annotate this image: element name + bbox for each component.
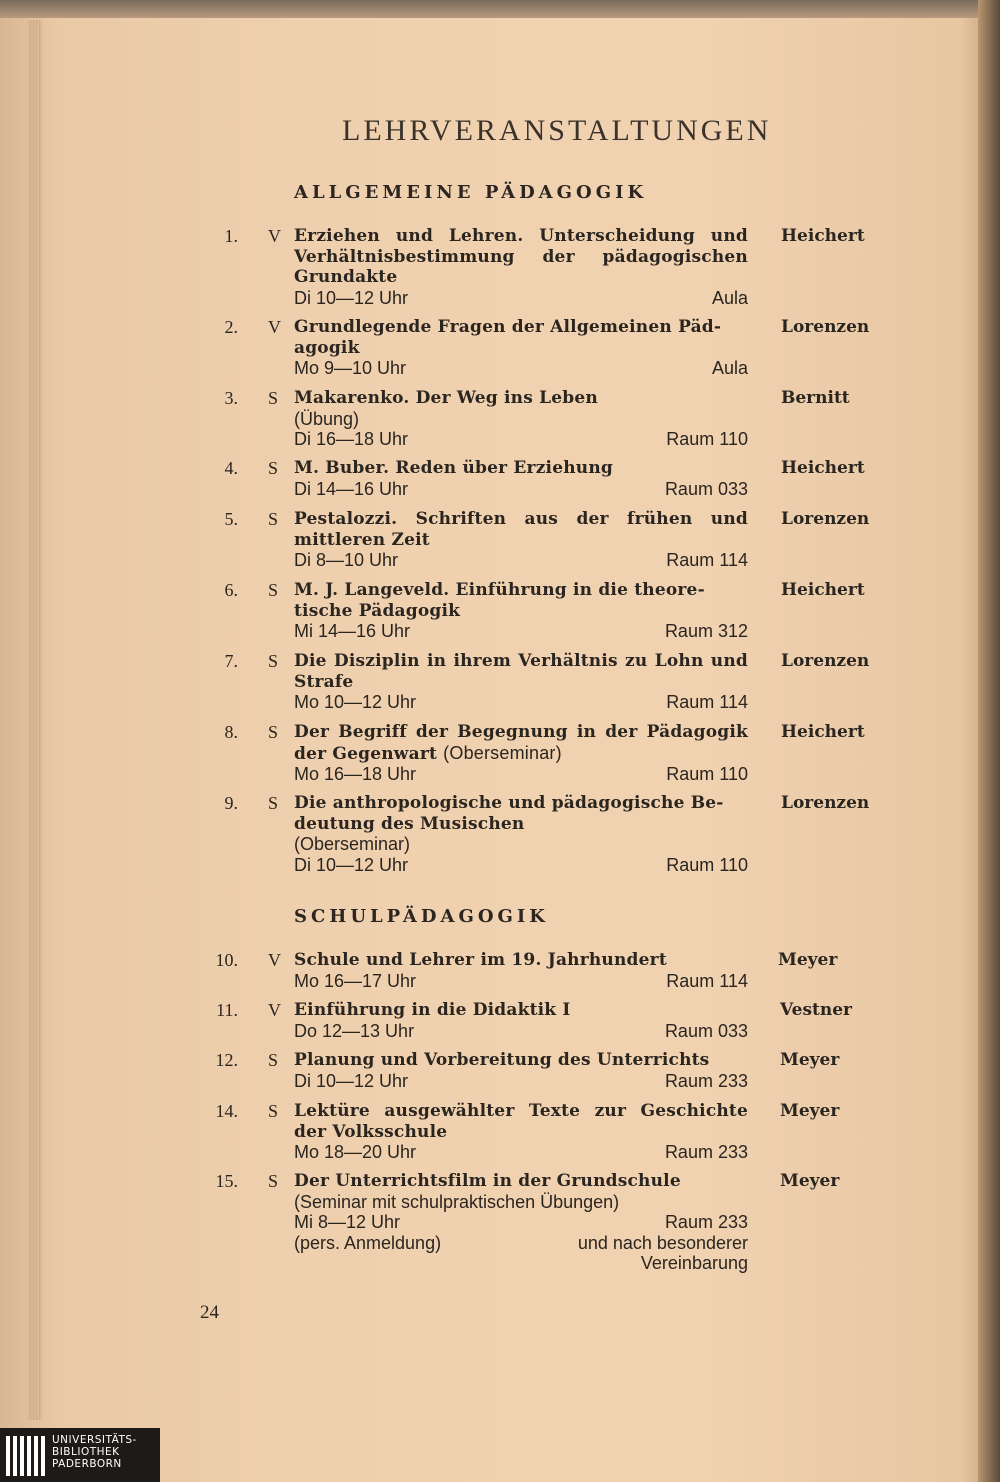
- course-lecturer: Lorenzen: [781, 793, 870, 813]
- scan-right-border: [978, 0, 1000, 1482]
- course-number: 2.: [224, 317, 238, 337]
- course-time: Do 12—13 Uhr: [294, 1020, 415, 1041]
- course-type: S: [268, 458, 279, 478]
- course-number: 10.: [215, 950, 238, 970]
- course-room: Raum 233: [664, 1142, 748, 1162]
- course-number: 5.: [224, 509, 238, 529]
- course-lecturer: Vestner: [780, 1000, 853, 1020]
- course-title: [294, 722, 748, 764]
- course-time: Di 14—16 Uhr: [294, 478, 409, 499]
- course-number: 14.: [215, 1101, 238, 1121]
- course-room: Raum 233: [664, 1070, 748, 1091]
- library-logo-line: UNIVERSITÄTS-: [52, 1434, 137, 1446]
- library-logo-line: PADERBORN: [52, 1458, 122, 1470]
- course-title: Schule und Lehrer im 19. Jahrhundert: [294, 950, 667, 970]
- course-title: Pestalozzi. Schriften aus der frühen und mittleren Zeit: [294, 509, 748, 550]
- course-arrangement-note: und nach besonderer: [577, 1232, 748, 1253]
- course-title-text: Der Begriff der Begegnung in der Pädagogik der Gegenwart: [294, 722, 748, 764]
- course-lecturer: Lorenzen: [781, 317, 870, 337]
- library-logo-line: BIBLIOTHEK: [52, 1446, 120, 1458]
- course-type: S: [268, 509, 279, 529]
- course-title: Grundlegende Fragen der Allgemeinen Päd- agogik: [294, 317, 722, 358]
- course-title: Die anthropologische und pädagogische Be- deutung des Musischen: [294, 793, 724, 834]
- course-room: Raum 033: [664, 1020, 748, 1041]
- course-room: Aula: [711, 287, 748, 308]
- course-type: S: [268, 793, 279, 813]
- course-title: M. J. Langeveld. Einführung in die theore- tische Pädagogik: [294, 580, 705, 621]
- section-heading-schulpaedagogik: SCHULPÄDAGOGIK: [294, 906, 549, 927]
- course-lecturer: Meyer: [780, 1050, 840, 1070]
- course-number: 7.: [224, 651, 238, 671]
- course-type: S: [268, 1171, 279, 1191]
- course-registration-note: (pers. Anmeldung): [294, 1232, 442, 1253]
- course-room: Raum 114: [666, 550, 748, 570]
- course-time: Di 10—12 Uhr: [294, 854, 409, 875]
- page-number: 24: [200, 1302, 219, 1323]
- course-time: Mo 16—17 Uhr: [294, 970, 417, 991]
- library-logo-icon: [6, 1436, 46, 1476]
- page-title: LEHRVERANSTALTUNGEN: [342, 114, 772, 147]
- course-room: Raum 033: [664, 478, 748, 499]
- course-time: Di 8—10 Uhr: [294, 550, 399, 570]
- course-title: Erziehen und Lehren. Unterscheidung und Verhältnisbestimmung der pädagogischen Grundakte: [294, 226, 748, 287]
- course-title: Makarenko. Der Weg ins Leben: [294, 388, 598, 408]
- library-logo: [0, 1428, 160, 1482]
- course-lecturer: Bernitt: [781, 388, 850, 408]
- course-type: V: [268, 226, 281, 246]
- course-arrangement-note-cont: Vereinbarung: [640, 1253, 748, 1273]
- course-type: V: [268, 950, 281, 970]
- course-number: 11.: [216, 1000, 238, 1020]
- course-time: Mi 8—12 Uhr: [294, 1212, 401, 1232]
- course-room: Raum 312: [664, 621, 748, 641]
- course-title-suffix: (Oberseminar): [443, 742, 562, 763]
- course-type: S: [268, 580, 279, 600]
- course-note: (Oberseminar): [294, 834, 411, 854]
- course-number: 9.: [224, 793, 238, 813]
- course-lecturer: Heichert: [781, 580, 865, 600]
- course-lecturer: Meyer: [778, 950, 838, 970]
- course-lecturer: Lorenzen: [781, 651, 870, 671]
- course-number: 1.: [224, 226, 238, 246]
- course-type: S: [268, 388, 279, 408]
- section-heading-allgemeine: ALLGEMEINE PÄDAGOGIK: [294, 182, 648, 203]
- course-note: (Seminar mit schulpraktischen Übungen): [294, 1191, 620, 1212]
- scan-top-border: [0, 0, 1000, 18]
- course-type: V: [268, 1000, 281, 1020]
- course-room: Raum 110: [666, 429, 748, 449]
- course-room: Raum 114: [666, 692, 748, 712]
- course-room: Raum 114: [666, 970, 748, 991]
- course-type: S: [268, 651, 279, 671]
- page-edge-decoration: [28, 20, 42, 1420]
- course-time: Mi 14—16 Uhr: [294, 621, 411, 641]
- course-title: Einführung in die Didaktik I: [294, 1000, 571, 1020]
- course-room: Aula: [711, 358, 748, 378]
- course-room: Raum 110: [666, 854, 748, 875]
- course-lecturer: Heichert: [781, 458, 865, 478]
- course-lecturer: Heichert: [781, 226, 865, 246]
- course-title: Die Disziplin in ihrem Verhältnis zu Lohn und Strafe: [294, 651, 748, 692]
- course-title: M. Buber. Reden über Erziehung: [294, 458, 613, 478]
- course-number: 4.: [224, 458, 238, 478]
- course-type: S: [268, 722, 279, 742]
- course-time: Mo 16—18 Uhr: [294, 764, 417, 784]
- course-note: (Übung): [294, 408, 360, 429]
- course-time: Di 10—12 Uhr: [294, 1070, 409, 1091]
- course-room: Raum 110: [666, 764, 748, 784]
- course-type: V: [268, 317, 281, 337]
- course-time: Mo 9—10 Uhr: [294, 358, 407, 378]
- course-lecturer: Meyer: [780, 1171, 840, 1191]
- course-time: Mo 10—12 Uhr: [294, 692, 417, 712]
- course-lecturer: Lorenzen: [781, 509, 870, 529]
- course-title: Lektüre ausgewählter Texte zur Geschichte der Volksschule: [294, 1101, 748, 1142]
- course-time: Mo 18—20 Uhr: [294, 1142, 417, 1162]
- course-time: Di 16—18 Uhr: [294, 429, 409, 449]
- course-title: Planung und Vorbereitung des Unterrichts: [294, 1050, 710, 1070]
- course-number: 6.: [224, 580, 238, 600]
- course-number: 3.: [224, 388, 238, 408]
- course-lecturer: Heichert: [781, 722, 865, 742]
- course-number: 8.: [224, 722, 238, 742]
- course-title: Der Unterrichtsfilm in der Grundschule: [294, 1171, 681, 1191]
- course-number: 12.: [215, 1050, 238, 1070]
- course-lecturer: Meyer: [780, 1101, 840, 1121]
- course-type: S: [268, 1050, 279, 1070]
- course-room: Raum 233: [664, 1212, 748, 1232]
- course-number: 15.: [215, 1171, 238, 1191]
- course-type: S: [268, 1101, 279, 1121]
- course-time: Di 10—12 Uhr: [294, 287, 409, 308]
